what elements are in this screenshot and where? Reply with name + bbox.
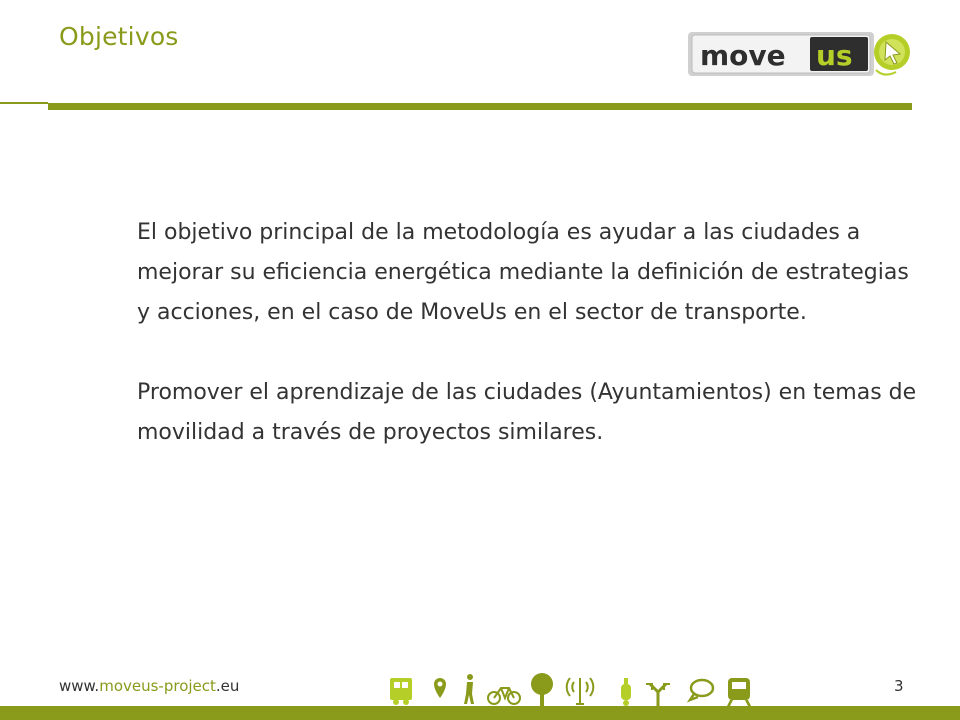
moveus-logo — [686, 26, 916, 82]
map-pin-icon — [434, 678, 446, 698]
header-rule-left — [0, 102, 48, 104]
slide-body — [137, 213, 917, 493]
footer-url-domain: moveus-project — [99, 677, 216, 695]
scooter-icon — [621, 678, 631, 706]
tree-icon — [531, 673, 553, 706]
footer-url-prefix: www. — [59, 677, 100, 695]
body-paragraph-1: El objetivo principal de la metodología es ayudar a las ciudades a mejorar su eficiencia energética mediante la definición de estrategias y acciones, en el caso de MoveUs en el sector de transporte. — [137, 220, 909, 325]
footer-url-suffix: .eu — [215, 677, 240, 695]
route-fork-icon — [646, 684, 670, 706]
antenna-icon — [567, 678, 594, 704]
page-number: 3 — [894, 677, 904, 695]
svg-text:move: move — [700, 39, 786, 72]
bus-icon — [390, 678, 412, 705]
body-paragraph-2: Promover el aprendizaje de las ciudades (Ayuntamientos) en temas de movilidad a través de proyectos similares. — [137, 380, 917, 445]
chat-bubble-icon — [690, 680, 713, 700]
footer-rule — [0, 706, 960, 720]
bicycle-icon — [488, 688, 520, 704]
svg-text:us: us — [816, 39, 853, 72]
header-rule — [48, 103, 912, 110]
mobility-icon-strip — [390, 672, 760, 708]
pedestrian-icon — [464, 674, 474, 704]
slide-title: Objetivos — [59, 22, 179, 51]
footer-url — [59, 677, 239, 695]
train-icon — [727, 678, 751, 706]
